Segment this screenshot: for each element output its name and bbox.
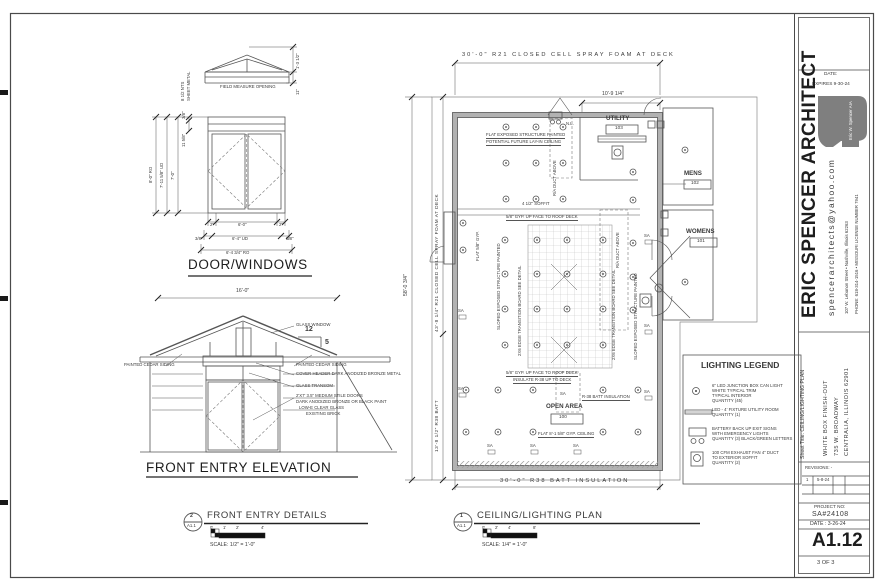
legend-item1-line4: QUANTITY (45) [712,398,743,403]
legend-item4-line3: QUANTITY (2) [712,460,741,465]
note-flat-gyp: FLAT 5/8" GYP. [475,231,480,261]
note-ra-duct-1: R/A DUCT ABOVE [552,160,557,196]
architect-phone-license: PHONE: 618-314-1516 • MISSOURI LICENSE NUMBER 7941 [854,194,859,314]
project-no-label: PROJECT NO: [814,504,846,509]
pediment-base-dim: 11" [295,89,300,95]
siding-right-label: PAINTED CEDAR SIDING [296,362,347,367]
sheet-metal-note: SHEET METAL [186,71,191,101]
note-sloped-right: SLOPED EXPOSED STRUCTURE PAINTED [633,273,638,360]
doors-label-4: EXISTING BRICK [306,411,341,416]
doors-label-2: DARK ANODIZED BRONZE OR BLACK PAINT [296,399,387,404]
room-label-utility: UTILITY [606,115,630,122]
plan-dim-utility: 10'-9 1/4" [602,91,624,97]
dim-ud-height: 7'-11 5/8" UD [159,162,164,188]
dim-gap-top: 3/8" [181,111,186,119]
dim-jamb-left: 2" [210,222,214,227]
plan-marker-ref: A1.1 [457,523,466,528]
note-flat-exposed-2: POTENTIAL FUTURE LAY-IN CEILING [486,139,562,144]
details-title: FRONT ENTRY DETAILS [207,510,327,521]
room-label-mens: MENS [684,170,702,177]
sa-marker: SA [487,443,493,448]
plan-tick-1: 2' [495,525,499,530]
ceiling-plan-drawing [405,60,757,490]
dim-door-height: 7'-0" [170,171,175,180]
plan-dim-left-lower: 13'-8 1/2" R38 BATT [434,399,439,452]
sa-marker: SA [573,443,579,448]
note-edge-left: 2X6 EDGE TRANSITION BOARD SEE DETAIL [517,265,522,356]
stamp-expires: EXPIRES 9-30-24 [812,81,850,86]
note-edge-right: 2X6 EDGE TRANSITION BOARD SEE DETAIL [611,269,616,360]
legend-title: LIGHTING LEGEND [701,360,780,370]
details-tick-2: 2' [236,525,240,530]
room-num-open-area: 100 [559,414,567,419]
siding-left-label: PAINTED CEDAR SIDING [124,362,175,367]
architect-email: spencerarchitects@yahoo.com [826,158,836,316]
project-address: 735 W. BROADWAY [834,396,840,456]
doors-label-3: LOW-E CLEAR GLASS [299,405,345,410]
slope-run: 5 [325,339,329,346]
architect-stamp [818,96,867,147]
plan-dim-bottom: 30'-0" R38 BATT INSULATION [500,478,630,484]
plan-tick-3: 8' [533,525,537,530]
sheet-number: A1.12 [812,530,863,551]
dim-transom-height: 11 5/8" [181,133,186,147]
note-sloped-left: SLOPED EXPOSED STRUCTURE PAINTED [496,243,501,330]
sa-marker: SA [458,308,464,313]
note-gyp-bottom-1: 5/8" GYP. UP FACE TO ROOF DECK [506,370,578,375]
details-tick-1: 1' [223,525,227,530]
details-marker-num: 2 [190,513,193,519]
architect-name: ERIC SPENCER ARCHITECT [799,50,820,318]
legend-item1-line3: TYPICAL INTERIOR [712,393,752,398]
sa-marker: SA [530,443,536,448]
sa-marker: SA [644,389,650,394]
legend-item3-line2: WITH EMERGENCY LIGHTS [712,431,769,436]
details-scale: SCALE: 1/2" = 1'-0" [210,542,256,548]
room-num-womens: 101 [697,238,705,243]
revision-date: 5-8-24 [817,477,830,482]
scale-bars [211,529,537,538]
glass-window-label: GLASS WINDOW [296,322,331,327]
door-windows-title: DOOR/WINDOWS [188,257,308,272]
sa-marker: SA [644,233,650,238]
note-r38-batt: R-38 BATT INSULATION [582,394,630,399]
details-marker-ref: A1.1 [187,523,196,528]
sa-marker: SA [560,391,566,396]
legend-item2-line1: LED - 4' FIXTURE UTILITY ROOM [712,407,779,412]
dim-ro-width: 6'-4 3/4" RO [226,250,250,255]
room-num-utility: 103 [615,125,623,130]
doors-label-1: 2'X7' 3.5" MEDIUM STILE DOORS [296,393,363,398]
field-measure-label: FIELD MEASURE OPENING [220,84,276,89]
transom-label: GLASS TRANSOM [296,383,333,388]
dim-gap-right: 3/8" [286,236,294,241]
architect-address: 107 W. Lebanon Street • Nashville, Illinois 62263 [844,221,849,314]
stamp-name: Eric W. Spencer AIA [848,101,853,140]
room-label-womens: WOMENS [686,228,715,235]
dim-ro-height: 8'-0" RO [148,166,153,183]
note-gyp-top: 5/8" GYP. UP FACE TO ROOF DECK [506,214,578,219]
plan-scale: SCALE: 1/4" = 1'-0" [482,542,528,548]
plan-dim-top: 30'-0" R21 CLOSED CELL SPRAY FOAM AT DECK [462,52,675,58]
room-label-open-area: OPEN AREA [546,403,583,410]
details-tick-0: 0' [210,525,214,530]
note-nl: N.L. [566,121,574,126]
registration-marks [0,90,8,505]
plan-title: CEILING/LIGHTING PLAN [477,510,603,521]
elevation-width-dim: 16'-0" [236,288,250,294]
legend-item4-line1: 100 CFM EXHAUST FAN 4" DUCT [712,450,779,455]
legend-item1-line2: WHITE TYPICAL TRIM [712,388,757,393]
note-soffit: 4 1/2" SOFFIT [522,201,550,206]
sheet-title-text: Sheet Title: CEILING/LIGHTING PLAN [800,369,806,459]
pediment-height-dim: 1'-3 1/2" [295,53,300,69]
project-city: CENTRALIA, ILLINOIS 62901 [844,367,850,456]
dim-gap-left: 3/8" [195,236,203,241]
plan-marker-num: 1 [460,513,463,519]
legend-item1-line1: 6" LED JUNCTION BOX CAN LIGHT [712,383,783,388]
room-num-mens: 102 [691,180,699,185]
note-flat-exposed-1: FLAT EXPOSED STRUCTURE PAINTED [486,132,566,137]
note-ra-duct-2: R/A DUCT ABOVE [615,232,620,268]
stamp-date-label: DATE: [824,71,838,76]
sheet-date: DATE : 3-26-24 [810,521,846,527]
revision-number: 1 [806,477,809,482]
legend-item2-line2: QUANTITY (1) [712,412,741,417]
dim-ud-width: 6'-4" UD [232,236,248,241]
sa-marker: SA [644,323,650,328]
slope-rise: 12 [305,326,313,333]
note-flat-ceiling: FLAT 8'-1 5/8" GYP. CEILING [538,431,595,436]
legend-item3-line1: BATTERY BACK UP EXIT SIGNS [712,426,777,431]
project-name: WHITE BOX FINISH-OUT [823,379,829,456]
lighting-legend-box [683,355,801,484]
details-tick-3: 4' [261,525,265,530]
plan-tick-0: 0' [482,525,486,530]
legend-item3-line3: QUANTITY (3) BLACK/GREEN LETTERS [712,436,793,441]
plan-dim-left-total: 58'-0 3/4" [403,274,409,296]
sa-marker: SA [458,386,464,391]
note-gyp-bottom-2: INSULATE R-38 UP TO DECK [513,377,572,382]
plan-dim-left-upper: 43'-8 1/4" R21 CLOSED CELL SPRAY FOAM AT DECK [434,193,439,332]
revisions-label: REVISIONS: - [805,465,833,470]
dim-jamb-right: 2" [279,222,283,227]
elevation-title: FRONT ENTRY ELEVATION [146,460,332,475]
nts-note: 8 1/2 NTS [180,81,185,101]
project-no-value: SA#24108 [812,511,849,518]
page-of: 3 OF 3 [817,560,835,566]
front-entry-elevation-drawing [140,295,397,477]
dim-width: 6'-0" [238,222,247,227]
plan-tick-2: 4' [508,525,512,530]
legend-item4-line2: TO EXTERIOR SOFFIT [712,455,758,460]
header-label: COVER HEADER DARK ANODIZED BRONZE METAL [296,371,401,376]
